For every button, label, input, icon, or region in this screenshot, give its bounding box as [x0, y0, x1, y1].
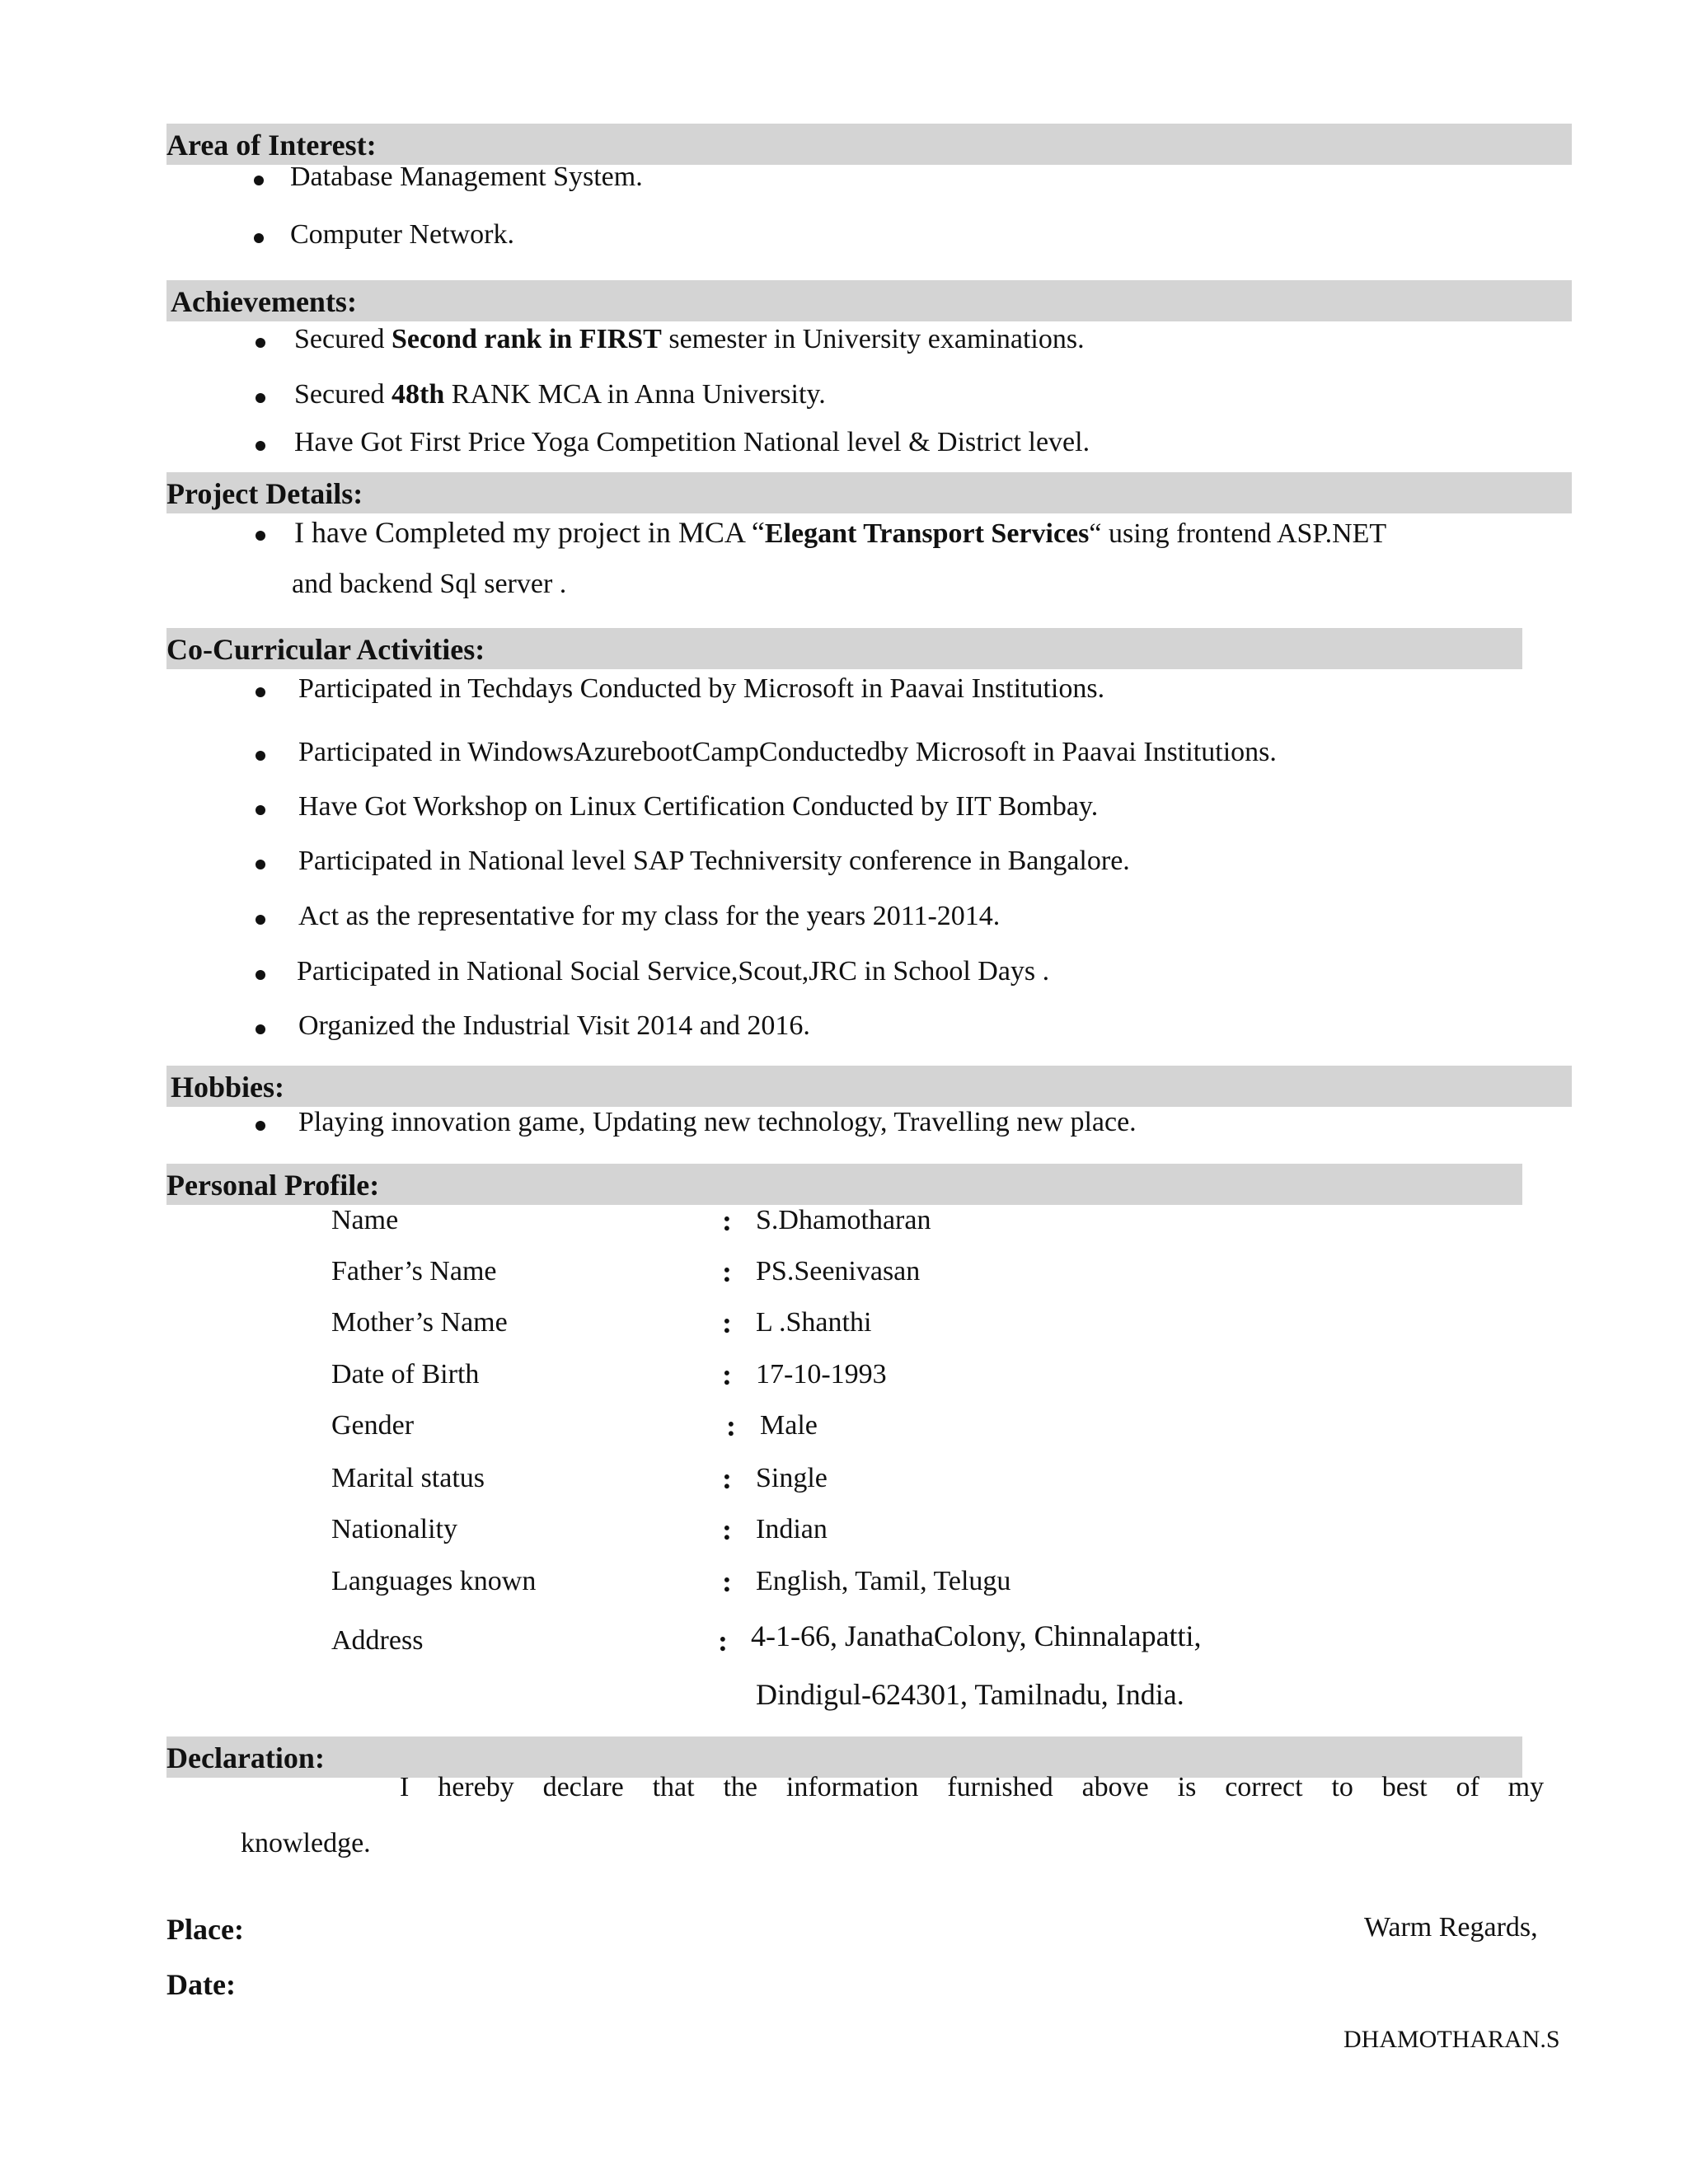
- activity-item: Act as the representative for my class for the years 2011-2014.: [298, 901, 1001, 931]
- bullet-icon: [254, 176, 264, 185]
- bullet-icon: [256, 970, 265, 980]
- profile-value-marital: Single: [756, 1463, 828, 1493]
- personal-profile-heading: Personal Profile:: [166, 1164, 1522, 1205]
- activity-item: Participated in WindowsAzurebootCampConductedby Microsoft in Paavai Institutions.: [298, 737, 1277, 767]
- place-label: Place:: [166, 1913, 244, 1946]
- hobby-item: Playing innovation game, Updating new technology, Travelling new place.: [298, 1107, 1137, 1137]
- profile-label-nationality: Nationality: [331, 1514, 457, 1544]
- declaration-text: I hereby declare that the information furnished above is correct to best of my: [400, 1772, 1545, 1802]
- profile-value-name: S.Dhamotharan: [756, 1205, 931, 1235]
- project-description-line2: and backend Sql server .: [292, 569, 567, 599]
- profile-value-dob: 17-10-1993: [756, 1359, 887, 1390]
- interest-item: Computer Network.: [290, 219, 514, 250]
- profile-colon: :: [722, 1255, 732, 1288]
- profile-value-address-line2: Dindigul-624301, Tamilnadu, India.: [756, 1678, 1184, 1711]
- achievement-item: Secured 48th RANK MCA in Anna University.: [294, 379, 826, 410]
- bullet-icon: [256, 687, 265, 697]
- profile-value-address: 4-1-66, JanathaColony, Chinnalapatti,: [751, 1619, 1202, 1652]
- profile-value-father: PS.Seenivasan: [756, 1256, 921, 1286]
- profile-value-nationality: Indian: [756, 1514, 828, 1544]
- profile-label-gender: Gender: [331, 1410, 415, 1441]
- bullet-icon: [256, 805, 265, 815]
- bullet-icon: [254, 233, 264, 243]
- declaration-text-line2: knowledge.: [241, 1828, 371, 1858]
- bullet-icon: [256, 338, 265, 348]
- profile-value-gender: Male: [760, 1410, 818, 1441]
- profile-colon: :: [722, 1565, 732, 1598]
- bullet-icon: [256, 441, 265, 451]
- project-details-heading: Project Details:: [166, 472, 1572, 513]
- profile-colon: :: [722, 1306, 732, 1339]
- achievement-item: Secured Second rank in FIRST semester in University examinations.: [294, 324, 1085, 354]
- declaration-heading: Declaration:: [166, 1736, 1522, 1778]
- activity-item: Participated in Techdays Conducted by Microsoft in Paavai Institutions.: [298, 673, 1105, 704]
- bullet-icon: [256, 915, 265, 925]
- bullet-icon: [256, 751, 265, 761]
- profile-colon: :: [726, 1409, 736, 1442]
- bullet-icon: [256, 1024, 265, 1034]
- hobbies-heading: Hobbies:: [166, 1066, 1572, 1107]
- activity-item: Participated in National level SAP Techniversity conference in Bangalore.: [298, 846, 1130, 876]
- profile-colon: :: [718, 1624, 728, 1657]
- achievements-heading: Achievements:: [166, 280, 1572, 321]
- profile-label-marital: Marital status: [331, 1463, 485, 1493]
- bullet-icon: [256, 393, 265, 403]
- profile-label-address: Address: [331, 1625, 424, 1656]
- profile-label-dob: Date of Birth: [331, 1359, 480, 1390]
- interest-item: Database Management System.: [290, 162, 643, 192]
- activity-item: Organized the Industrial Visit 2014 and 2016.: [298, 1010, 810, 1041]
- profile-value-languages: English, Tamil, Telugu: [756, 1566, 1011, 1596]
- achievement-item: Have Got First Price Yoga Competition National level & District level.: [294, 427, 1090, 457]
- profile-label-languages: Languages known: [331, 1566, 537, 1596]
- profile-colon: :: [722, 1204, 732, 1237]
- activity-item: Have Got Workshop on Linux Certification Conducted by IIT Bombay.: [298, 791, 1099, 822]
- profile-label-mother: Mother’s Name: [331, 1307, 508, 1338]
- bullet-icon: [256, 860, 265, 869]
- profile-colon: :: [722, 1462, 732, 1495]
- bullet-icon: [256, 531, 265, 541]
- signature-name: DHAMOTHARAN.S: [1343, 2026, 1560, 2053]
- bullet-icon: [256, 1121, 265, 1131]
- profile-label-name: Name: [331, 1205, 399, 1235]
- profile-value-mother: L .Shanthi: [756, 1307, 872, 1338]
- profile-colon: :: [722, 1358, 732, 1391]
- area-of-interest-heading: Area of Interest:: [166, 124, 1572, 165]
- profile-colon: :: [722, 1513, 732, 1546]
- project-description: I have Completed my project in MCA “Elegant Transport Services“ using frontend ASP.NET: [294, 516, 1387, 549]
- profile-label-father: Father’s Name: [331, 1256, 497, 1286]
- activity-item: Participated in National Social Service,Scout,JRC in School Days .: [297, 956, 1050, 987]
- co-curricular-heading: Co-Curricular Activities:: [166, 628, 1522, 669]
- warm-regards: Warm Regards,: [1364, 1912, 1538, 1943]
- date-label: Date:: [166, 1968, 236, 2001]
